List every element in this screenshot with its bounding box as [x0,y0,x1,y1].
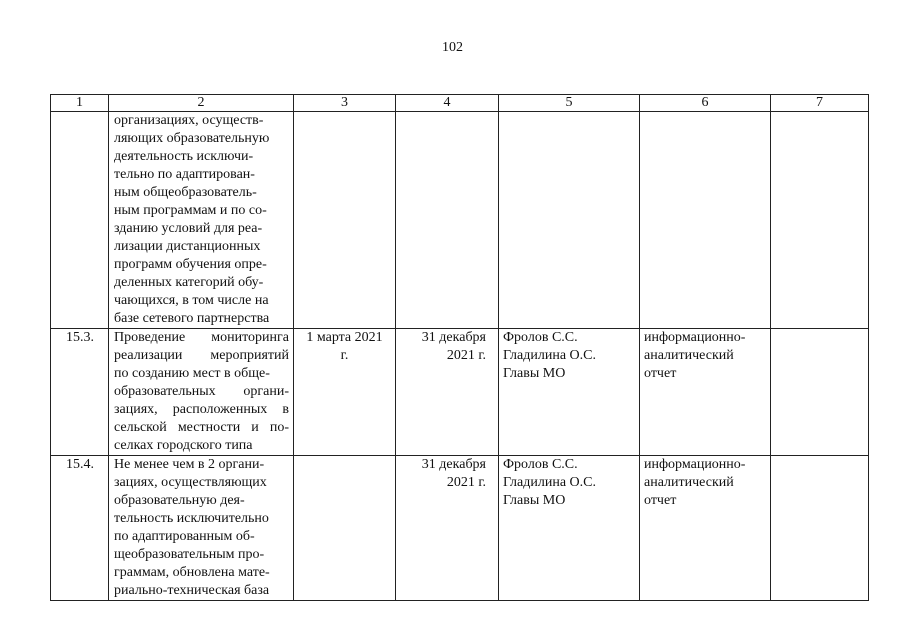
cell-line: программ обучения опре- [114,257,267,272]
cell-line: граммам, обновлена мате- [114,565,270,580]
note-cell [771,112,869,329]
table-row [51,112,869,329]
responsible-cell [499,329,640,456]
result-cell [640,329,771,456]
cell-line: Гладилина О.С. [503,348,596,363]
cell-line: сельской местности и по- [114,420,289,435]
item-number-cell [51,112,109,329]
start-date-cell [294,329,396,456]
cell-line: Фролов С.С. [503,457,578,472]
cell-line: Не менее чем в 2 органи- [114,457,265,472]
column-header: 5 [499,95,640,112]
responsible-cell [499,456,640,601]
cell-line: по адаптированным об- [114,529,255,544]
cell-line: аналитический [644,475,734,490]
start-date-cell [294,456,396,601]
column-header: 3 [294,95,396,112]
cell-line: лизации дистанционных [114,239,261,254]
description-cell [109,329,294,456]
cell-line: г. [340,348,349,363]
cell-line: Главы МО [503,366,566,381]
table-row [51,456,869,601]
cell-line: информационно- [644,457,746,472]
cell-line: 31 декабря [421,457,486,472]
note-cell [771,329,869,456]
cell-line: тельность исключительно [114,511,269,526]
cell-line: ляющих образовательную [114,131,270,146]
cell-line: чающихся, в том числе на [114,293,269,308]
cell-line: зданию условий для реа- [114,221,263,236]
note-cell [771,456,869,601]
header-row [51,95,869,112]
cell-line: тельно по адаптирован- [114,167,255,182]
cell-line: 1 марта 2021 [306,330,383,345]
cell-line: 2021 г. [446,348,486,363]
cell-line: 31 декабря [421,330,486,345]
cell-line: отчет [644,493,677,508]
column-header: 6 [640,95,771,112]
cell-line: ным общеобразователь- [114,185,257,200]
cell-line: образовательных органи- [114,384,289,399]
responsible-cell [499,112,640,329]
description-cell [109,456,294,601]
cell-line: зациях, осуществляющих [114,475,267,490]
cell-line: ным программам и по со- [114,203,267,218]
cell-line: аналитический [644,348,734,363]
end-date-cell [396,329,499,456]
column-header: 2 [109,95,294,112]
end-date-cell [396,112,499,329]
table-row [51,329,869,456]
cell-line: щеобразовательным про- [114,547,265,562]
description-cell [109,112,294,329]
cell-line: Гладилина О.С. [503,475,596,490]
page-number: 102 [442,40,463,55]
cell-line: отчет [644,366,677,381]
item-number-cell: 15.3. [51,329,109,456]
end-date-cell [396,456,499,601]
cell-line: информационно- [644,330,746,345]
result-cell [640,456,771,601]
cell-line: образовательную дея- [114,493,245,508]
result-cell [640,112,771,329]
cell-line: базе сетевого партнерства [114,311,270,326]
start-date-cell [294,112,396,329]
cell-line: реализации мероприятий [114,348,289,363]
item-number-cell: 15.4. [51,456,109,601]
cell-line: 2021 г. [446,475,486,490]
cell-line: зациях, расположенных в [114,402,289,417]
cell-line: риально-техническая база [114,583,270,598]
cell-line: Проведение мониторинга [114,330,289,345]
cell-line: организациях, осуществ- [114,113,264,128]
cell-line: Главы МО [503,493,566,508]
cell-line: по созданию мест в обще- [114,366,270,381]
cell-line: деятельность исключи- [114,149,254,164]
cell-line: Фролов С.С. [503,330,578,345]
column-header: 1 [51,95,109,112]
plan-table [50,94,869,601]
cell-line: селках городского типа [114,438,253,453]
cell-line: деленных категорий обу- [114,275,264,290]
column-header: 4 [396,95,499,112]
column-header: 7 [771,95,869,112]
